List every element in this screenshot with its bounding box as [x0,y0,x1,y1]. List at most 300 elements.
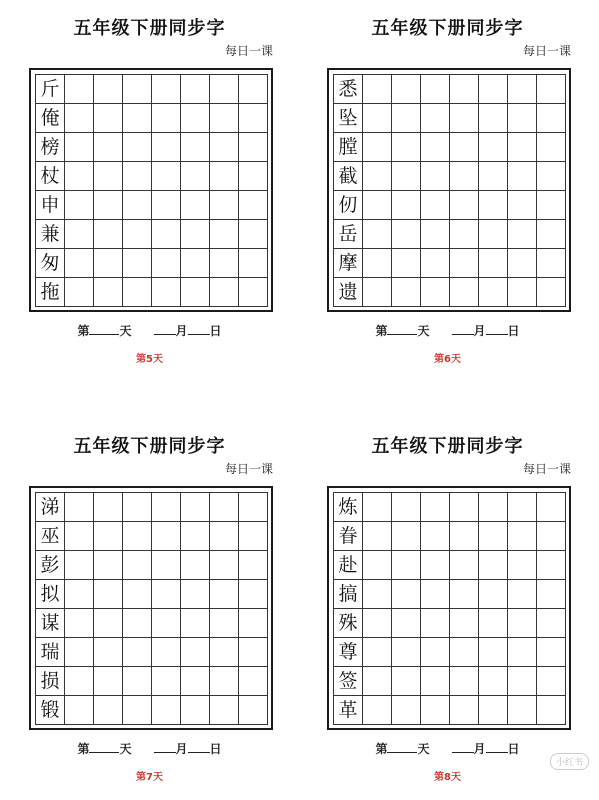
writing-practice-cell[interactable] [94,696,123,725]
writing-practice-cell[interactable] [239,133,268,162]
day-number-blank[interactable] [89,740,119,753]
writing-practice-cell[interactable] [152,249,181,278]
writing-practice-cell[interactable] [239,522,268,551]
writing-practice-cell[interactable] [181,667,210,696]
writing-practice-cell[interactable] [421,551,450,580]
writing-practice-cell[interactable] [65,249,94,278]
writing-practice-cell[interactable] [181,162,210,191]
writing-practice-cell[interactable] [479,696,508,725]
day-prefix: 第 [375,742,388,756]
writing-practice-cell[interactable] [123,191,152,220]
writing-practice-cell[interactable] [479,522,508,551]
writing-practice-cell[interactable] [94,191,123,220]
writing-practice-cell[interactable] [363,104,392,133]
worksheet-subtitle: 每日一课 [522,44,571,58]
writing-practice-cell[interactable] [537,191,566,220]
writing-practice-cell[interactable] [363,162,392,191]
writing-practice-cell[interactable] [210,220,239,249]
writing-practice-cell[interactable] [392,249,421,278]
writing-practice-cell[interactable] [363,696,392,725]
writing-practice-cell[interactable] [94,551,123,580]
model-character-cell: 拟 [36,580,65,609]
writing-practice-cell[interactable] [152,667,181,696]
writing-practice-cell[interactable] [421,493,450,522]
writing-practice-cell[interactable] [152,609,181,638]
writing-practice-cell[interactable] [479,609,508,638]
writing-practice-cell[interactable] [210,162,239,191]
writing-practice-cell[interactable] [123,493,152,522]
model-character-cell: 遗 [334,278,363,307]
writing-practice-cell[interactable] [450,162,479,191]
writing-practice-cell[interactable] [123,522,152,551]
writing-practice-cell[interactable] [94,667,123,696]
day-number-blank[interactable] [387,740,417,753]
writing-practice-cell[interactable] [94,162,123,191]
writing-practice-cell[interactable] [363,522,392,551]
day-label: 第7天 [136,772,163,783]
date-unit: 日 [507,742,520,756]
writing-practice-cell[interactable] [392,522,421,551]
month-blank[interactable] [154,322,176,335]
date-blank[interactable] [486,322,508,335]
writing-practice-cell[interactable] [152,75,181,104]
writing-practice-cell[interactable] [181,249,210,278]
writing-practice-cell[interactable] [537,278,566,307]
writing-practice-cell[interactable] [421,580,450,609]
writing-practice-cell[interactable] [181,580,210,609]
writing-practice-cell[interactable] [508,162,537,191]
month-blank[interactable] [452,322,474,335]
model-character-cell: 摩 [334,249,363,278]
writing-practice-cell[interactable] [363,75,392,104]
writing-practice-cell[interactable] [392,220,421,249]
writing-practice-cell[interactable] [363,133,392,162]
writing-practice-cell[interactable] [479,278,508,307]
day-prefix: 第 [77,742,90,756]
writing-practice-cell[interactable] [65,609,94,638]
writing-practice-cell[interactable] [123,162,152,191]
date-unit: 日 [507,324,520,338]
writing-practice-cell[interactable] [94,580,123,609]
writing-practice-cell[interactable] [123,580,152,609]
writing-practice-cell[interactable] [508,220,537,249]
writing-practice-cell[interactable] [450,667,479,696]
writing-practice-cell[interactable] [508,580,537,609]
writing-practice-cell[interactable] [421,249,450,278]
writing-practice-cell[interactable] [123,609,152,638]
writing-practice-cell[interactable] [537,696,566,725]
writing-practice-cell[interactable] [65,667,94,696]
worksheet-day-7 [0,418,299,800]
month-unit: 月 [175,742,188,756]
date-unit: 日 [209,742,222,756]
writing-practice-cell[interactable] [210,522,239,551]
writing-practice-cell[interactable] [421,278,450,307]
writing-practice-cell[interactable] [392,493,421,522]
writing-practice-cell[interactable] [363,667,392,696]
writing-practice-cell[interactable] [450,580,479,609]
writing-practice-cell[interactable] [479,133,508,162]
writing-practice-cell[interactable] [363,220,392,249]
writing-practice-cell[interactable] [152,133,181,162]
worksheet-subtitle: 每日一课 [224,44,273,58]
writing-practice-cell[interactable] [421,638,450,667]
writing-practice-cell[interactable] [508,278,537,307]
model-character-cell: 岳 [334,220,363,249]
writing-practice-cell[interactable] [239,580,268,609]
writing-practice-cell[interactable] [508,249,537,278]
writing-practice-cell[interactable] [421,220,450,249]
writing-practice-cell[interactable] [239,191,268,220]
writing-practice-cell[interactable] [479,104,508,133]
model-character-cell: 仞 [334,191,363,220]
writing-practice-cell[interactable] [421,133,450,162]
writing-practice-cell[interactable] [152,580,181,609]
writing-practice-cell[interactable] [508,667,537,696]
writing-practice-cell[interactable] [94,220,123,249]
writing-practice-cell[interactable] [392,191,421,220]
writing-practice-cell[interactable] [123,696,152,725]
writing-practice-cell[interactable] [181,220,210,249]
writing-practice-cell[interactable] [363,278,392,307]
writing-practice-cell[interactable] [210,667,239,696]
writing-practice-cell[interactable] [65,133,94,162]
writing-practice-cell[interactable] [479,220,508,249]
worksheet-day-6 [298,0,597,400]
writing-practice-cell[interactable] [450,551,479,580]
writing-practice-cell[interactable] [94,493,123,522]
practice-grid [35,74,268,307]
writing-practice-cell[interactable] [239,104,268,133]
writing-practice-cell[interactable] [450,104,479,133]
writing-practice-cell[interactable] [450,133,479,162]
writing-practice-cell[interactable] [152,278,181,307]
writing-practice-cell[interactable] [450,638,479,667]
writing-practice-cell[interactable] [450,220,479,249]
date-blank[interactable] [486,740,508,753]
date-blank[interactable] [188,322,210,335]
practice-grid [333,492,566,725]
model-character-cell: 膛 [334,133,363,162]
writing-practice-cell[interactable] [210,133,239,162]
model-character-cell: 截 [334,162,363,191]
writing-practice-cell[interactable] [479,249,508,278]
writing-practice-cell[interactable] [210,249,239,278]
writing-practice-cell[interactable] [450,75,479,104]
practice-grid [35,492,268,725]
writing-practice-cell[interactable] [94,249,123,278]
writing-practice-cell[interactable] [152,522,181,551]
date-line [0,740,299,757]
writing-practice-cell[interactable] [239,696,268,725]
writing-practice-cell[interactable] [65,493,94,522]
writing-practice-cell[interactable] [94,104,123,133]
writing-practice-cell[interactable] [94,133,123,162]
writing-practice-cell[interactable] [181,75,210,104]
writing-practice-cell[interactable] [363,493,392,522]
model-character-cell: 锻 [36,696,65,725]
writing-practice-cell[interactable] [508,493,537,522]
month-blank[interactable] [154,740,176,753]
writing-practice-cell[interactable] [363,249,392,278]
writing-practice-cell[interactable] [508,522,537,551]
writing-practice-cell[interactable] [421,75,450,104]
writing-practice-cell[interactable] [123,249,152,278]
writing-practice-cell[interactable] [508,191,537,220]
writing-practice-cell[interactable] [479,638,508,667]
model-character-cell: 瑞 [36,638,65,667]
writing-practice-cell[interactable] [210,493,239,522]
date-line [0,322,299,339]
writing-practice-cell[interactable] [392,133,421,162]
writing-practice-cell[interactable] [210,75,239,104]
writing-practice-cell[interactable] [123,104,152,133]
writing-practice-cell[interactable] [181,493,210,522]
writing-practice-cell[interactable] [94,278,123,307]
writing-practice-cell[interactable] [450,191,479,220]
writing-practice-cell[interactable] [450,493,479,522]
model-character-cell: 搞 [334,580,363,609]
writing-practice-cell[interactable] [181,104,210,133]
writing-practice-cell[interactable] [94,638,123,667]
worksheet-title: 五年级下册同步字 [371,18,524,39]
writing-practice-cell[interactable] [450,249,479,278]
writing-practice-cell[interactable] [363,191,392,220]
writing-practice-cell[interactable] [94,609,123,638]
writing-practice-cell[interactable] [392,551,421,580]
day-prefix: 第 [77,324,90,338]
writing-practice-cell[interactable] [363,609,392,638]
writing-practice-cell[interactable] [210,696,239,725]
writing-practice-cell[interactable] [421,667,450,696]
writing-practice-cell[interactable] [392,278,421,307]
model-character-cell: 彭 [36,551,65,580]
month-blank[interactable] [452,740,474,753]
writing-practice-cell[interactable] [239,75,268,104]
writing-practice-cell[interactable] [123,667,152,696]
writing-practice-cell[interactable] [181,696,210,725]
writing-practice-cell[interactable] [479,551,508,580]
writing-practice-cell[interactable] [363,580,392,609]
day-unit: 天 [119,742,132,756]
writing-practice-cell[interactable] [210,191,239,220]
writing-practice-cell[interactable] [239,162,268,191]
writing-practice-cell[interactable] [392,75,421,104]
writing-practice-cell[interactable] [65,696,94,725]
writing-practice-cell[interactable] [152,493,181,522]
writing-practice-cell[interactable] [239,667,268,696]
writing-practice-cell[interactable] [210,609,239,638]
writing-practice-cell[interactable] [239,551,268,580]
writing-practice-cell[interactable] [479,162,508,191]
writing-practice-cell[interactable] [152,162,181,191]
day-number-blank[interactable] [387,322,417,335]
model-character-cell: 坠 [334,104,363,133]
writing-practice-cell[interactable] [123,220,152,249]
model-character-cell: 赴 [334,551,363,580]
writing-practice-cell[interactable] [392,580,421,609]
writing-practice-cell[interactable] [123,133,152,162]
writing-practice-cell[interactable] [363,638,392,667]
writing-practice-cell[interactable] [508,133,537,162]
writing-practice-cell[interactable] [65,638,94,667]
day-prefix: 第 [375,324,388,338]
writing-practice-cell[interactable] [421,191,450,220]
writing-practice-cell[interactable] [152,551,181,580]
writing-practice-cell[interactable] [392,162,421,191]
writing-practice-cell[interactable] [181,551,210,580]
day-number-blank[interactable] [89,322,119,335]
writing-practice-cell[interactable] [392,696,421,725]
worksheet-subtitle: 每日一课 [522,462,571,476]
writing-practice-cell[interactable] [65,162,94,191]
writing-practice-cell[interactable] [392,609,421,638]
model-character-cell: 杖 [36,162,65,191]
model-character-cell: 炼 [334,493,363,522]
model-character-cell: 革 [334,696,363,725]
writing-practice-cell[interactable] [94,75,123,104]
practice-grid-frame [29,68,273,312]
writing-practice-cell[interactable] [537,133,566,162]
worksheet-title: 五年级下册同步字 [73,436,226,457]
writing-practice-cell[interactable] [181,191,210,220]
writing-practice-cell[interactable] [421,522,450,551]
writing-practice-cell[interactable] [94,522,123,551]
writing-practice-cell[interactable] [210,551,239,580]
model-character-cell: 巫 [36,522,65,551]
writing-practice-cell[interactable] [450,522,479,551]
writing-practice-cell[interactable] [210,104,239,133]
watermark-logo: 小红书 [550,753,589,770]
writing-practice-cell[interactable] [421,162,450,191]
writing-practice-cell[interactable] [479,75,508,104]
worksheet-subtitle: 每日一课 [224,462,273,476]
writing-practice-cell[interactable] [537,104,566,133]
model-character-cell: 榜 [36,133,65,162]
day-label: 第5天 [136,354,163,365]
writing-practice-cell[interactable] [537,220,566,249]
writing-practice-cell[interactable] [239,609,268,638]
writing-practice-cell[interactable] [479,667,508,696]
writing-practice-cell[interactable] [508,609,537,638]
writing-practice-cell[interactable] [65,220,94,249]
date-unit: 日 [209,324,222,338]
writing-practice-cell[interactable] [65,75,94,104]
writing-practice-cell[interactable] [363,551,392,580]
writing-practice-cell[interactable] [181,638,210,667]
model-character-cell: 拖 [36,278,65,307]
writing-practice-cell[interactable] [479,191,508,220]
writing-practice-cell[interactable] [65,580,94,609]
model-character-cell: 尊 [334,638,363,667]
day-label: 第8天 [434,772,461,783]
writing-practice-cell[interactable] [239,638,268,667]
day-label: 第6天 [434,354,461,365]
writing-practice-cell[interactable] [508,75,537,104]
writing-practice-cell[interactable] [537,522,566,551]
writing-practice-cell[interactable] [537,75,566,104]
writing-practice-cell[interactable] [123,278,152,307]
writing-practice-cell[interactable] [537,493,566,522]
writing-practice-cell[interactable] [537,249,566,278]
writing-practice-cell[interactable] [65,522,94,551]
model-character-cell: 斤 [36,75,65,104]
writing-practice-cell[interactable] [239,278,268,307]
writing-practice-cell[interactable] [181,278,210,307]
writing-practice-cell[interactable] [152,191,181,220]
writing-practice-cell[interactable] [210,580,239,609]
writing-practice-cell[interactable] [537,638,566,667]
practice-grid-frame [29,486,273,730]
writing-practice-cell[interactable] [537,580,566,609]
date-blank[interactable] [188,740,210,753]
writing-practice-cell[interactable] [65,551,94,580]
writing-practice-cell[interactable] [152,638,181,667]
day-unit: 天 [417,742,430,756]
writing-practice-cell[interactable] [210,638,239,667]
writing-practice-cell[interactable] [181,133,210,162]
model-character-cell: 殊 [334,609,363,638]
model-character-cell: 谋 [36,609,65,638]
writing-practice-cell[interactable] [537,667,566,696]
model-character-cell: 兼 [36,220,65,249]
writing-practice-cell[interactable] [123,551,152,580]
writing-practice-cell[interactable] [421,104,450,133]
model-character-cell: 申 [36,191,65,220]
writing-practice-cell[interactable] [392,104,421,133]
writing-practice-cell[interactable] [421,609,450,638]
month-unit: 月 [175,324,188,338]
writing-practice-cell[interactable] [181,609,210,638]
writing-practice-cell[interactable] [239,493,268,522]
month-unit: 月 [473,324,486,338]
writing-practice-cell[interactable] [181,522,210,551]
writing-practice-cell[interactable] [508,551,537,580]
writing-practice-cell[interactable] [152,696,181,725]
writing-practice-cell[interactable] [392,667,421,696]
writing-practice-cell[interactable] [65,104,94,133]
writing-practice-cell[interactable] [508,638,537,667]
writing-practice-cell[interactable] [450,609,479,638]
writing-practice-cell[interactable] [537,609,566,638]
writing-practice-cell[interactable] [65,278,94,307]
writing-practice-cell[interactable] [392,638,421,667]
writing-practice-cell[interactable] [479,580,508,609]
writing-practice-cell[interactable] [450,278,479,307]
model-character-cell: 涕 [36,493,65,522]
writing-practice-cell[interactable] [537,551,566,580]
practice-grid-frame [327,486,571,730]
writing-practice-cell[interactable] [123,75,152,104]
writing-practice-cell[interactable] [239,220,268,249]
writing-practice-cell[interactable] [152,220,181,249]
worksheet-day-5 [0,0,299,400]
writing-practice-cell[interactable] [421,696,450,725]
model-character-cell: 损 [36,667,65,696]
writing-practice-cell[interactable] [123,638,152,667]
writing-practice-cell[interactable] [152,104,181,133]
model-character-cell: 匆 [36,249,65,278]
writing-practice-cell[interactable] [65,191,94,220]
writing-practice-cell[interactable] [450,696,479,725]
writing-practice-cell[interactable] [479,493,508,522]
writing-practice-cell[interactable] [537,162,566,191]
writing-practice-cell[interactable] [508,696,537,725]
writing-practice-cell[interactable] [239,249,268,278]
model-character-cell: 签 [334,667,363,696]
writing-practice-cell[interactable] [508,104,537,133]
writing-practice-cell[interactable] [210,278,239,307]
